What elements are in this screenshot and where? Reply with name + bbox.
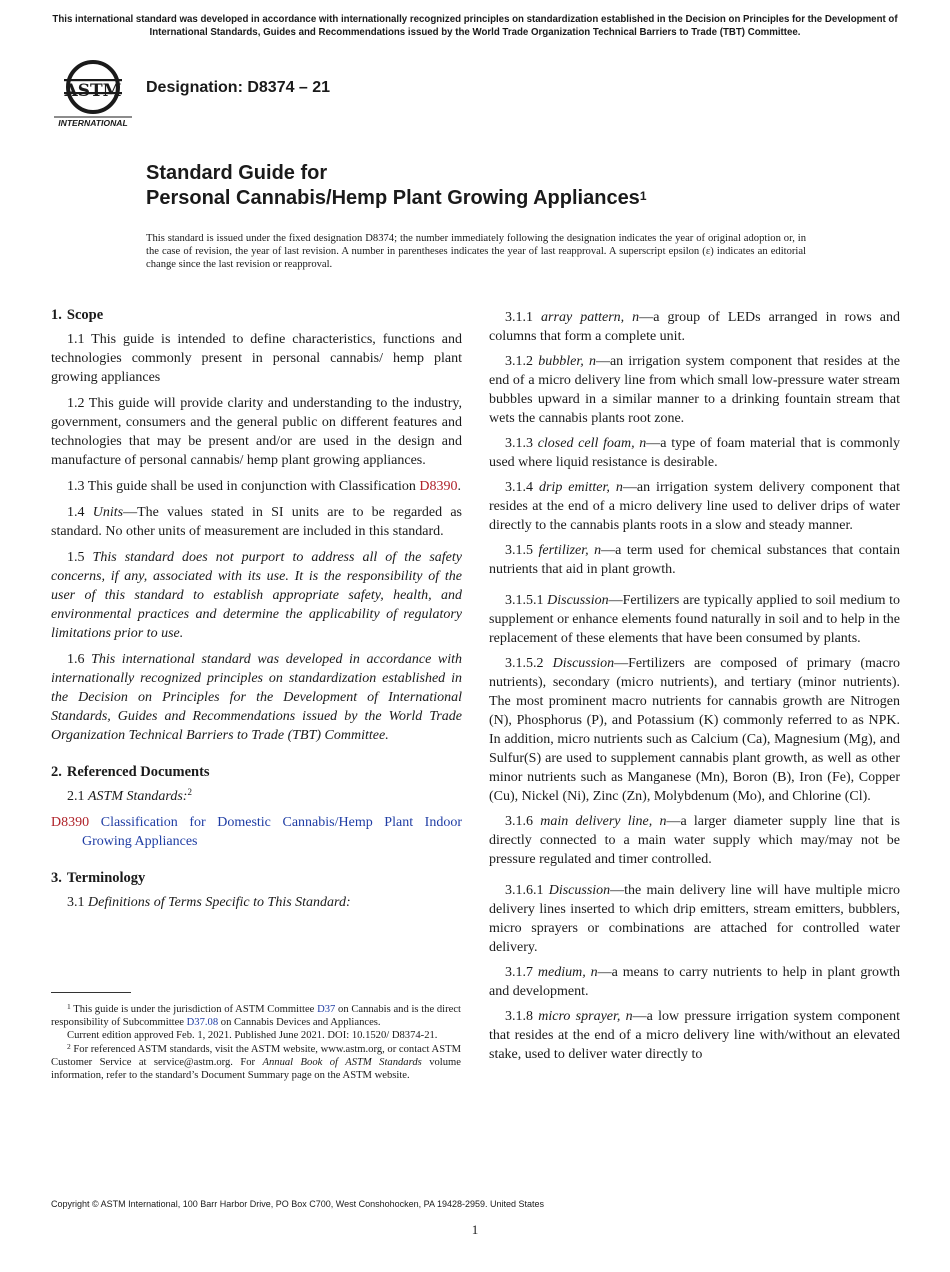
section-title: Referenced Documents — [66, 764, 210, 780]
def-number: 3.1.5.1 — [505, 593, 548, 608]
para-text: ASTM Standards: — [88, 789, 188, 804]
issue-note: This standard is issued under the fixed designation D8374; the number immediately following the designation indicates the year of original adoption or, in the case of revision, the year of last revision. A number in parentheses indicates the year of last reapproval. A superscript epsilon (ε) indicates an editorial change since the last revision or reapproval. — [146, 233, 806, 271]
footnote-text: Annual Book of ASTM Standards — [262, 1056, 422, 1068]
reference-code-link[interactable]: D8390 — [51, 815, 90, 830]
para-number: 1.5 — [67, 550, 93, 565]
para-number: 1.4 — [67, 505, 93, 520]
section-number: 3. — [51, 870, 62, 886]
def-term: Discussion — [548, 883, 611, 898]
def-text: —a term used for chemical substances that contain nutrients that aid in plant growth. — [489, 543, 900, 577]
section-title: Scope — [66, 307, 104, 323]
svg-text:INTERNATIONAL: INTERNATIONAL — [58, 118, 128, 128]
section-title: Terminology — [66, 870, 146, 886]
def-number: 3.1.6.1 — [505, 883, 549, 898]
svg-text:ASTM: ASTM — [64, 81, 122, 101]
def-number: 3.1.5.2 — [505, 656, 553, 671]
para-text: This standard does not purport to address all of the safety concerns, if any, associated with its use. It is the responsibility of the user of this standard to establish appropriate safety, health, and environmental practices and determine the applicability of regulatory limitations prior to use. — [51, 550, 463, 641]
discussion-3-1-6-1 — [489, 881, 900, 957]
discussion-3-1-5-1 — [489, 591, 900, 648]
def-term: array pattern, n — [541, 310, 640, 325]
def-text: —Fertilizers are composed of primary (macro nutrients), secondary (micro nutrients), and tertiary (minor nutrients). The most prominent macro nutrients for cannabis growth are Nitrogen (N), Phosphorus (P), and Potassium (K) commonly referred to as NPK. In addition, micro nutrients such as Calcium (Ca), Magnesium (Mg), and Sulfur(S) are used to supplement cannabis plant growth, as well as other minor nutrients such as Manganese (Mn), Boron (B), Iron (Fe), Copper (Cu), Nickel (Ni), Zinc (Zn), Molybdenum (Mo), and Chlorine (Cl). — [489, 656, 900, 804]
section-scope-heading — [51, 306, 462, 325]
section-terminology-heading — [51, 869, 462, 888]
footnote-text: For referenced ASTM standards, visit the ASTM website, www.astm.org, or contact ASTM Customer Service at service@astm.org. For — [51, 1043, 461, 1068]
def-term: Discussion — [552, 656, 615, 671]
astm-logo — [52, 57, 134, 133]
def-number: 3.1.7 — [505, 965, 538, 980]
title-line-2 — [146, 186, 647, 211]
para-text: This international standard was developed in accordance with internationally recognized principles on standardization established in the Decision on Principles for the Development of International Standards, Guides and Recommendations issued by the World Trade Organization Technical Barriers to Trade (TBT) Committee. — [51, 652, 463, 743]
reference-title-link[interactable]: Classification for Domestic Cannabis/Hemp Plant Indoor Growing Appliances — [82, 815, 463, 849]
title-footnote-ref[interactable]: 1 — [639, 189, 647, 203]
para-1-3 — [51, 477, 462, 496]
footnotes — [51, 1003, 461, 1082]
left-column — [51, 306, 462, 919]
def-number: 3.1.3 — [505, 436, 538, 451]
definition-3-1-6 — [489, 812, 900, 869]
section-number: 1. — [51, 307, 62, 323]
footnote-text: on Cannabis Devices and Appliances. — [218, 1017, 381, 1029]
right-column — [489, 308, 900, 1070]
page-number: 1 — [471, 1222, 479, 1237]
def-term: micro sprayer, n — [538, 1009, 633, 1024]
def-term: medium, n — [537, 965, 598, 980]
para-number: 1.6 — [67, 652, 92, 667]
link-d37[interactable]: D37 — [317, 1004, 336, 1015]
designation: Designation: D8374 – 21 — [146, 79, 331, 96]
def-text: —the main delivery line will have multiple micro delivery lines inserted to which drip emitters, stream emitters, bubblers, micro sprayers or combinations are attached for controlled water delivery. — [489, 883, 901, 955]
title-line-1: Standard Guide for — [146, 162, 328, 184]
def-text: —a low pressure irrigation system component that resides at the end of a micro delivery line with/without an elevated stake, used to deliver water directly to — [489, 1009, 901, 1062]
def-text: —an irrigation system delivery component that resides at the end of a micro delivery line used to deliver drips of water directly to the cannabis plants roots in a slow and steady manner. — [489, 480, 900, 533]
para-1-4 — [51, 503, 462, 541]
section-referenced-heading — [51, 763, 462, 782]
def-term: fertilizer, n — [538, 543, 602, 558]
link-d37-08[interactable]: D37.08 — [186, 1017, 219, 1029]
def-term: drip emitter, n — [538, 480, 623, 495]
footnote-marker: 1 — [67, 1002, 71, 1011]
definition-3-1-1 — [489, 308, 900, 346]
def-text: —an irrigation system component that resides at the end of a micro delivery line from which small low-pressure water stream bubbles upward in a similar manner to a drinking fountain stream that wets the cannabis plants root zone. — [489, 354, 901, 426]
discussion-3-1-5-2 — [489, 654, 900, 806]
footnote-marker: 2 — [67, 1041, 71, 1051]
document-title — [146, 161, 647, 211]
footnote-edition: Current edition approved Feb. 1, 2021. Published June 2021. DOI: 10.1520/ D8374-21. — [67, 1030, 438, 1042]
reference-entry — [51, 813, 462, 851]
footnote-text: This guide is under the jurisdiction of ASTM Committee — [70, 1004, 318, 1015]
para-2-1 — [51, 787, 462, 806]
def-number: 3.1.8 — [505, 1009, 539, 1024]
def-term: main delivery line, n — [540, 814, 667, 829]
link-d8390[interactable]: D8390 — [419, 479, 458, 494]
para-number: 2.1 — [67, 789, 88, 804]
copyright-notice: Copyright © ASTM International, 100 Barr Harbor Drive, PO Box C700, West Conshohocken, PA 19428-2959. United States — [51, 1199, 545, 1209]
def-number: 3.1.1 — [505, 310, 542, 325]
footnote-1 — [51, 1003, 461, 1029]
definition-3-1-4 — [489, 478, 900, 535]
def-number: 3.1.2 — [505, 354, 539, 369]
para-text: . — [457, 479, 462, 494]
para-text: 1.3 This guide shall be used in conjunction with Classification — [67, 479, 420, 494]
def-text: —a larger diameter supply line that is directly connected to a main water supply which may/may not be pressure regulated and timer controlled. — [489, 814, 900, 867]
definition-3-1-3 — [489, 434, 900, 472]
top-notice: This international standard was developed in accordance with internationally recognized principles on standardization established in the Decision on Principles for the Development of International Standards, Guides and Recommendations issued by the World Trade Organization Technical Barriers to Trade (TBT) Committee. — [52, 14, 898, 38]
def-text: —a means to carry nutrients to help in plant growth and development. — [489, 965, 901, 999]
title-text: Personal Cannabis/Hemp Plant Growing Appliances — [146, 187, 640, 209]
para-1-2: 1.2 This guide will provide clarity and understanding to the industry, government, consumers and the general public on different features and technologies that may be present and/or are used in the design and manufacture of personal cannabis/ hemp plant growing appliances. — [51, 396, 462, 468]
para-text: —The values stated in SI units are to be regarded as standard. No other units of measurement are included in this standard. — [51, 505, 462, 539]
para-1-5 — [51, 548, 462, 643]
def-number: 3.1.6 — [505, 814, 541, 829]
definition-3-1-7 — [489, 963, 900, 1001]
def-text: —Fertilizers are typically applied to soil medium to supplement or enhance elements found naturally in soil and to help in the replacement of these elements that have been consumed by plants. — [489, 593, 900, 646]
para-text: Definitions of Terms Specific to This Standard: — [88, 895, 351, 910]
definition-3-1-8 — [489, 1007, 900, 1064]
definition-3-1-5 — [489, 541, 900, 579]
section-number: 2. — [51, 764, 62, 780]
para-number: 3.1 — [67, 895, 88, 910]
para-1-6 — [51, 650, 462, 745]
footnote-2 — [51, 1043, 461, 1083]
footnote-divider — [51, 992, 131, 993]
footnote-ref-2[interactable]: 2 — [187, 787, 192, 797]
def-number: 3.1.4 — [505, 480, 539, 495]
def-term: Discussion — [547, 593, 609, 608]
para-3-1 — [51, 893, 462, 912]
def-text: —a group of LEDs arranged in rows and columns that form a complete unit. — [489, 310, 900, 344]
footnote-text: volume information, refer to the standard’s Document Summary page on the ASTM website. — [51, 1056, 461, 1082]
para-1-1: 1.1 This guide is intended to define characteristics, functions and technologies commonly present in personal cannabis/ hemp plant growing appliances — [51, 332, 462, 385]
def-text: —a type of foam material that is commonly used where liquid resistance is desirable. — [489, 436, 900, 470]
definition-3-1-2 — [489, 352, 900, 428]
footnote-text: on Cannabis and is the direct responsibility of Subcommittee — [51, 1004, 461, 1029]
para-term: Units — [92, 505, 124, 520]
def-term: closed cell foam, n — [537, 436, 647, 451]
def-number: 3.1.5 — [505, 543, 539, 558]
def-term: bubbler, n — [538, 354, 596, 369]
